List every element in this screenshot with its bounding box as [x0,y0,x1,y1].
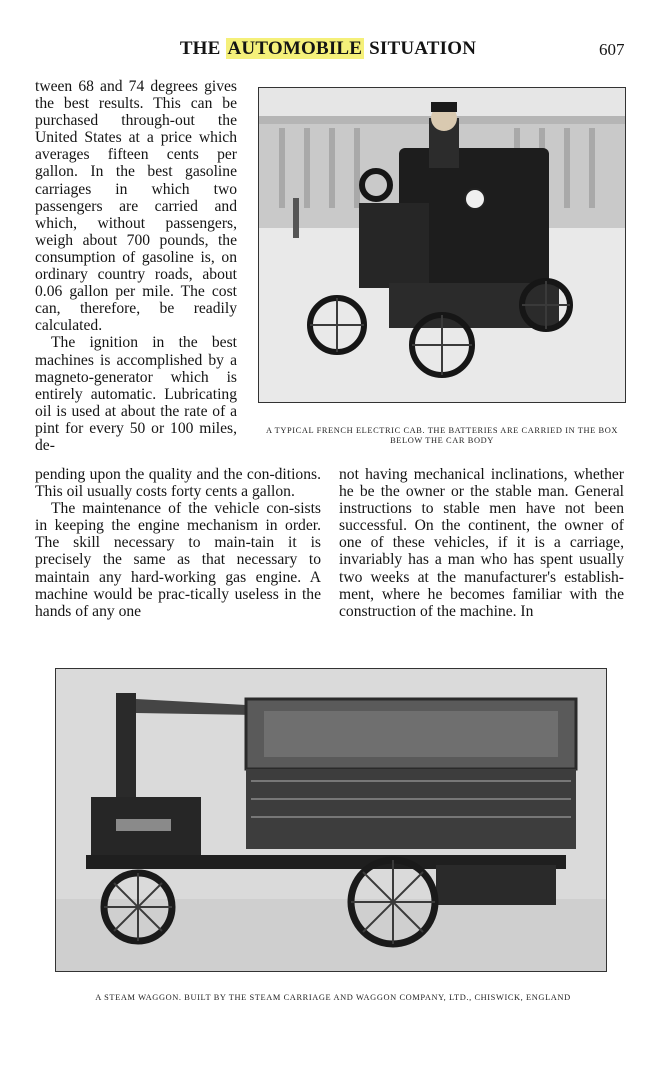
running-title [178,38,478,60]
paragraph: pending upon the quality and the con-ditions. This oil usually costs forty cents a gallon. [35,466,321,501]
electric-cab-photo [258,87,626,403]
page-number: 607 [599,40,625,59]
steam-waggon-photo [55,668,607,972]
right-column [339,466,624,620]
steam-waggon-caption: A STEAM WAGGON. BUILT BY THE STEAM CARRIAGE AND WAGGON COMPANY, LTD., CHISWICK, ENGLAND [95,993,571,1002]
paragraph: tween 68 and 74 degrees gives the best results. This can be purchased through-out the United States at a price which averages fifteen cents per gallon. In the best gasoline carriages in which two passengers are carried and which, without passengers, weigh about 700 pounds, the consumption of gasoline is, on ordinary country roads, about 0.06 gallon per mile. The cost can, therefore, be readily calculated. [35,78,237,335]
paragraph: The ignition in the best machines is accomplished by a magneto-generator which is entirely automatic. Lubricating oil is used at about the rate of a pint for every 50 or 100 miles, de- [35,334,237,454]
left-column [35,466,321,620]
page-header [0,38,666,66]
title-pre: THE [179,38,226,59]
paragraph: The maintenance of the vehicle con-sists in keeping the engine mechanism in order. The skill necessary to main-tain it is precisely the same as that necessary to maintain any hard-working gas engine. A machine would be prac-tically useless in the hands of any one [35,500,321,620]
left-column-narrow [35,78,237,454]
electric-cab-caption: A TYPICAL FRENCH ELECTRIC CAB. THE BATTERIES ARE CARRIED IN THE BOX BELOW THE CAR BODY [265,426,619,445]
title-post: SITUATION [364,38,477,59]
title-highlight: AUTOMOBILE [227,38,363,59]
paragraph: not having mechanical inclinations, whether he be the owner or the stable man. General instructions to stable men have not been successful. On the continent, the owner of one of these vehicles, if it is a carriage, invariably has a man who has spent usually two weeks at the manufacturer's establish-ment, where he becomes familiar with the construction of the machine. In [339,466,624,620]
